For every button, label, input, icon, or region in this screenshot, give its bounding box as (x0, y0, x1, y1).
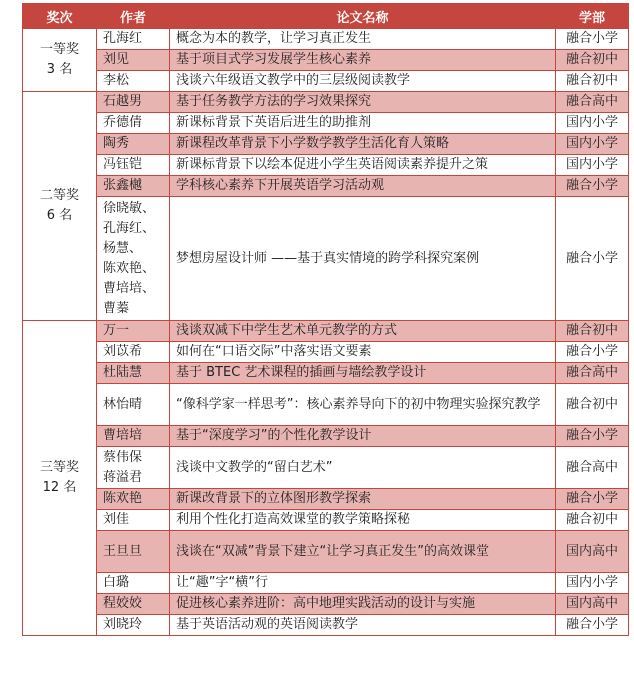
paper-title-cell: 基于项目式学习发展学生核心素养 (170, 50, 556, 71)
author-name: 徐晓敏、 (103, 200, 156, 216)
table-row (23, 510, 629, 531)
paper-title-cell: 新课改背景下的立体图形教学探索 (170, 489, 556, 510)
author-cell: 杜陆慧 (97, 363, 170, 384)
department-cell: 国内小学 (556, 573, 629, 594)
author-cell: 石越男 (97, 92, 170, 113)
award-level-label: 三等奖 (39, 460, 79, 475)
table-row (23, 134, 629, 155)
author-cell: 刘苡希 (97, 342, 170, 363)
department-cell: 国内小学 (556, 155, 629, 176)
author-cell: 冯钰铠 (97, 155, 170, 176)
table-row (23, 71, 629, 92)
department-cell: 融合小学 (556, 342, 629, 363)
header-award: 奖次 (23, 4, 97, 29)
department-cell: 融合小学 (556, 29, 629, 50)
author-cell: 陈欢艳 (97, 489, 170, 510)
table-row (23, 426, 629, 447)
author-name: 孔海红、 (103, 220, 156, 236)
award-table (22, 3, 629, 636)
department-cell: 国内小学 (556, 113, 629, 134)
author-cell: 王旦旦 (97, 531, 170, 573)
table-row (23, 363, 629, 384)
author-name: 杨慧、 (103, 240, 143, 256)
table-row (23, 573, 629, 594)
author-cell: 程姣姣 (97, 594, 170, 615)
department-cell: 融合初中 (556, 321, 629, 342)
author-name: 曹蓁 (103, 300, 130, 316)
author-cell: 林怡晴 (97, 384, 170, 426)
paper-title-cell: 学科核心素养下开展英语学习活动观 (170, 176, 556, 197)
table-row (23, 447, 629, 489)
paper-title-cell: 浅谈中文教学的“留白艺术” (170, 447, 556, 489)
author-cell: 曹培培 (97, 426, 170, 447)
author-cell: 万一 (97, 321, 170, 342)
award-level-label: 二等奖 (39, 188, 79, 203)
paper-title-cell: 基于任务教学方法的学习效果探究 (170, 92, 556, 113)
department-cell: 融合初中 (556, 384, 629, 426)
table-row (23, 155, 629, 176)
table-row (23, 615, 629, 636)
author-name: 曹培培、 (103, 280, 156, 296)
table-row (23, 92, 629, 113)
author-cell: 张鑫樾 (97, 176, 170, 197)
table-row (23, 50, 629, 71)
author-cell: 陶秀 (97, 134, 170, 155)
table-row (23, 113, 629, 134)
paper-title-cell: 促进核心素养进阶：高中地理实践活动的设计与实施 (170, 594, 556, 615)
paper-title-cell: 基于 BTEC 艺术课程的插画与墙绘教学设计 (170, 363, 556, 384)
paper-title-cell: 浅谈六年级语文教学中的三层级阅读教学 (170, 71, 556, 92)
department-cell: 国内高中 (556, 531, 629, 573)
award-level-cell (23, 29, 97, 92)
table-row (23, 489, 629, 510)
department-cell: 融合小学 (556, 426, 629, 447)
author-cell: 刘晓玲 (97, 615, 170, 636)
author-cell: 孔海红 (97, 29, 170, 50)
department-cell: 融合小学 (556, 489, 629, 510)
paper-title-cell: 浅谈双减下中学生艺术单元教学的方式 (170, 321, 556, 342)
header-department: 学部 (556, 4, 629, 29)
table-row (23, 342, 629, 363)
author-cell: 刘见 (97, 50, 170, 71)
paper-title-cell: 利用个性化打造高效课堂的教学策略探秘 (170, 510, 556, 531)
department-cell: 融合小学 (556, 615, 629, 636)
paper-title-cell: “像科学家一样思考”：核心素养导向下的初中物理实验探究教学 (170, 384, 556, 426)
header-title: 论文名称 (170, 4, 556, 29)
table-row (23, 531, 629, 573)
department-cell: 融合小学 (556, 176, 629, 197)
paper-title-cell: 基于“深度学习”的个性化教学设计 (170, 426, 556, 447)
table-row (23, 176, 629, 197)
author-cell: 李松 (97, 71, 170, 92)
paper-title-cell: 新课标背景下英语后进生的助推剂 (170, 113, 556, 134)
award-level-cell (23, 92, 97, 321)
department-cell: 国内小学 (556, 134, 629, 155)
paper-title-cell: 新课程改革背景下小学数学教学生活化育人策略 (170, 134, 556, 155)
table-row (23, 321, 629, 342)
table-body (23, 29, 629, 636)
department-cell: 融合高中 (556, 447, 629, 489)
award-count-label: 6 名 (46, 208, 73, 223)
table-row (23, 594, 629, 615)
paper-title-cell: 浅谈在“双减”背景下建立“让学习真正发生”的高效课堂 (170, 531, 556, 573)
author-name: 蒋溢君 (103, 469, 143, 485)
paper-title-cell: 梦想房屋设计师 ——基于真实情境的跨学科探究案例 (170, 197, 556, 321)
table-row (23, 29, 629, 50)
award-level-label: 一等奖 (39, 42, 79, 57)
author-cell (97, 447, 170, 489)
award-count-label: 12 名 (42, 480, 77, 495)
award-count-label: 3 名 (46, 62, 73, 77)
department-cell: 国内高中 (556, 594, 629, 615)
award-level-cell (23, 321, 97, 636)
author-cell: 白璐 (97, 573, 170, 594)
header-author: 作者 (97, 4, 170, 29)
department-cell: 融合初中 (556, 71, 629, 92)
department-cell: 融合初中 (556, 50, 629, 71)
department-cell: 融合高中 (556, 363, 629, 384)
department-cell: 融合小学 (556, 197, 629, 321)
table-header (23, 4, 629, 29)
department-cell: 融合高中 (556, 92, 629, 113)
author-cell (97, 197, 170, 321)
table-row (23, 384, 629, 426)
paper-title-cell: 基于英语活动观的英语阅读教学 (170, 615, 556, 636)
paper-title-cell: 概念为本的教学，让学习真正发生 (170, 29, 556, 50)
paper-title-cell: 如何在“口语交际”中落实语文要素 (170, 342, 556, 363)
author-name: 蔡伟保 (103, 449, 143, 465)
author-cell: 乔德倩 (97, 113, 170, 134)
paper-title-cell: 让“趣”字“横”行 (170, 573, 556, 594)
department-cell: 融合初中 (556, 510, 629, 531)
author-name: 陈欢艳、 (103, 260, 156, 276)
table-row (23, 197, 629, 321)
author-cell: 刘佳 (97, 510, 170, 531)
paper-title-cell: 新课标背景下以绘本促进小学生英语阅读素养提升之策 (170, 155, 556, 176)
